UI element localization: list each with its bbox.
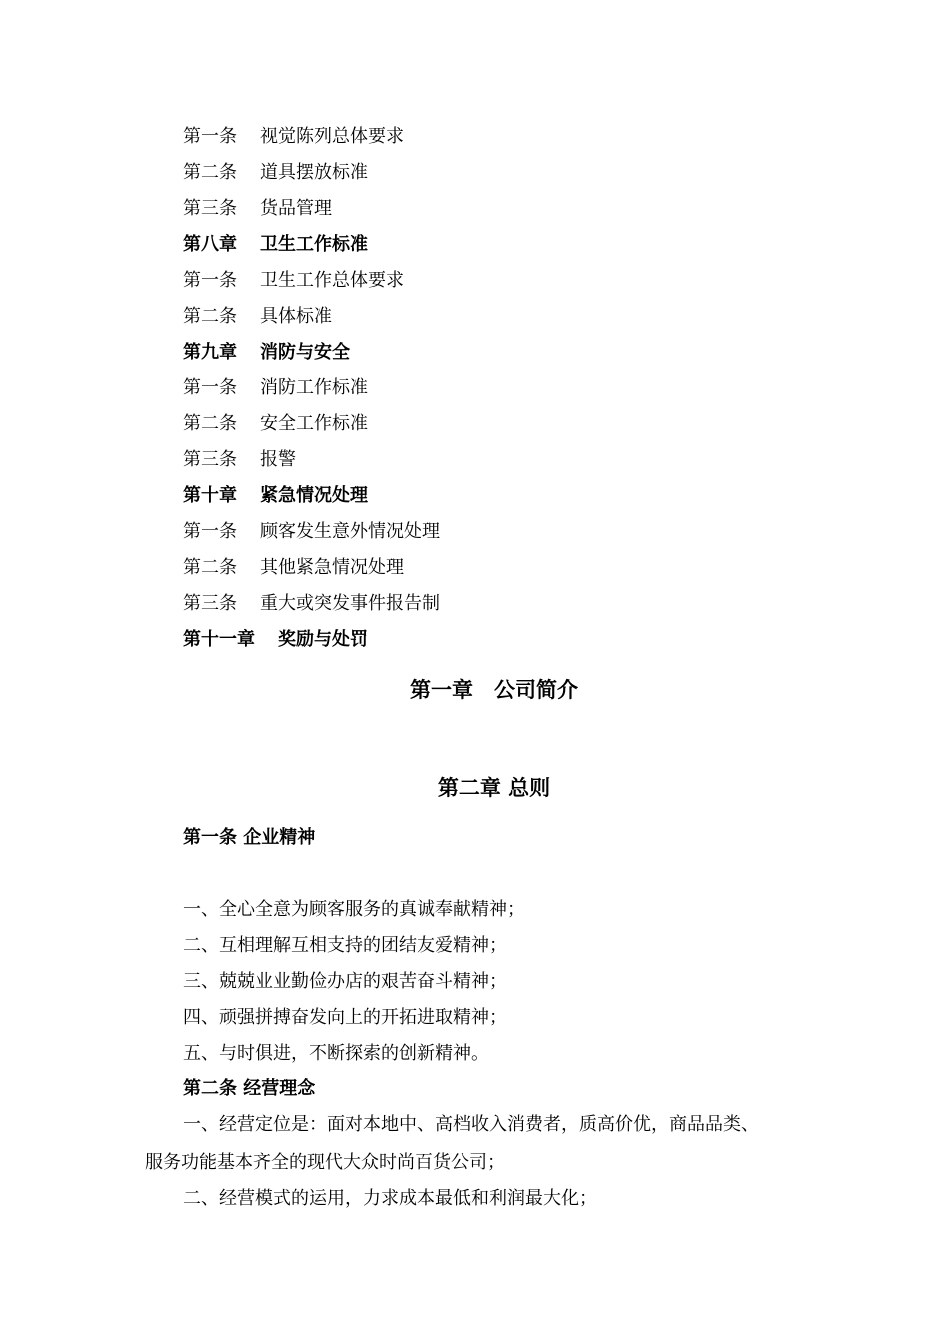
chapter-2-title: 第二章 总则: [437, 776, 551, 800]
toc-entry: [183, 305, 332, 329]
toc-entry: [183, 269, 404, 293]
toc-entry-number: 第三条: [183, 449, 237, 470]
toc-entry-number: 第三条: [183, 593, 237, 614]
article-1-item: 一、全心全意为顾客服务的真诚奉献精神；: [183, 899, 525, 920]
toc-entry-number: 第二条: [183, 557, 237, 578]
toc-chapter-number: 第十一章: [183, 629, 255, 650]
toc-entry-title: 顾客发生意外情况处理: [260, 521, 440, 542]
article-1-item: 四、顽强拼搏奋发向上的开拓进取精神；: [183, 1007, 507, 1028]
toc-entry-title: 消防工作标准: [260, 377, 368, 398]
toc-entry-number: 第一条: [183, 377, 237, 398]
article-1-item: 二、互相理解互相支持的团结友爱精神；: [183, 935, 507, 956]
toc-entry-title: 具体标准: [260, 306, 332, 327]
toc-entry: [183, 556, 404, 580]
article-2-paragraph-1: 一、经营定位是：面对本地中、高档收入消费者，质高价优，商品品类、: [183, 1114, 759, 1135]
toc-entry: [183, 448, 296, 472]
toc-chapter-title: 消防与安全: [260, 342, 350, 363]
toc-entry: [183, 376, 368, 400]
toc-entry: [183, 197, 332, 221]
toc-entry-title: 视觉陈列总体要求: [260, 126, 404, 147]
article-2-heading: 第二条 经营理念: [183, 1078, 316, 1099]
toc-chapter: [183, 341, 350, 365]
article-1-item: 三、兢兢业业勤俭办店的艰苦奋斗精神；: [183, 971, 507, 992]
article-2-paragraph-2: 二、经营模式的运用，力求成本最低和利润最大化；: [183, 1188, 597, 1209]
toc-entry-number: 第二条: [183, 162, 237, 183]
toc-entry: [183, 412, 368, 436]
toc-entry-number: 第一条: [183, 270, 237, 291]
toc-chapter-title: 奖励与处罚: [278, 629, 368, 650]
toc-chapter: [183, 628, 368, 652]
toc-entry-title: 其他紧急情况处理: [260, 557, 404, 578]
toc-entry-title: 报警: [260, 449, 296, 470]
chapter-1-title: 第一章 公司简介: [410, 678, 578, 702]
toc-entry-title: 重大或突发事件报告制: [260, 593, 440, 614]
toc-chapter: [183, 233, 368, 257]
toc-entry: [183, 125, 404, 149]
toc-entry: [183, 161, 368, 185]
article-2-paragraph-1-continuation: 服务功能基本齐全的现代大众时尚百货公司；: [145, 1152, 505, 1173]
toc-chapter-title: 紧急情况处理: [260, 485, 368, 506]
toc-chapter-title: 卫生工作标准: [260, 234, 368, 255]
toc-chapter-number: 第十章: [183, 485, 237, 506]
toc-chapter-number: 第八章: [183, 234, 237, 255]
toc-entry-number: 第一条: [183, 126, 237, 147]
toc-chapter-number: 第九章: [183, 342, 237, 363]
article-1-heading: 第一条 企业精神: [183, 827, 316, 848]
toc-chapter: [183, 484, 368, 508]
toc-entry-number: 第三条: [183, 198, 237, 219]
article-1-item: 五、与时俱进，不断探索的创新精神。: [183, 1043, 489, 1064]
toc-entry-number: 第二条: [183, 413, 237, 434]
toc-entry-number: 第二条: [183, 306, 237, 327]
toc-entry-number: 第一条: [183, 521, 237, 542]
toc-entry-title: 安全工作标准: [260, 413, 368, 434]
toc-entry-title: 道具摆放标准: [260, 162, 368, 183]
toc-entry: [183, 592, 440, 616]
toc-entry-title: 卫生工作总体要求: [260, 270, 404, 291]
toc-entry: [183, 520, 440, 544]
toc-entry-title: 货品管理: [260, 198, 332, 219]
